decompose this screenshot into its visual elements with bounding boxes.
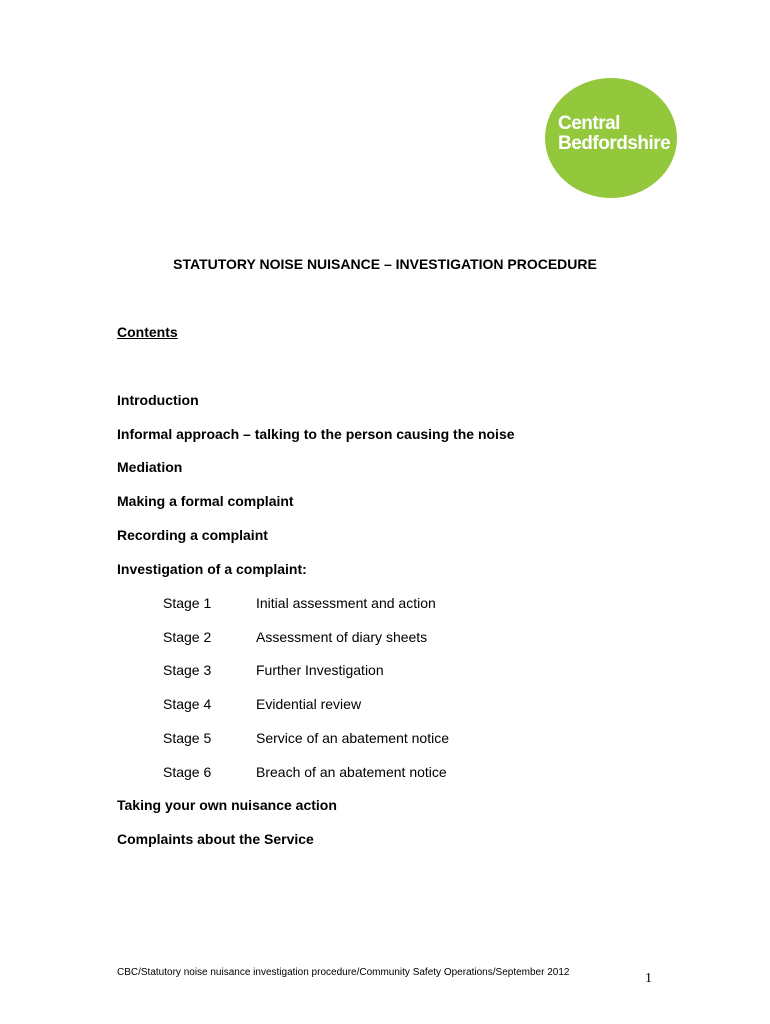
stage-label: Stage 5 bbox=[163, 730, 212, 746]
toc-item-complaints-service: Complaints about the Service bbox=[117, 831, 314, 847]
stage-row bbox=[163, 764, 447, 780]
stage-title: Assessment of diary sheets bbox=[256, 629, 428, 645]
stage-label: Stage 4 bbox=[163, 696, 212, 712]
stage-title: Service of an abatement notice bbox=[256, 730, 450, 746]
stage-row bbox=[163, 696, 361, 712]
toc-item-mediation: Mediation bbox=[117, 459, 183, 475]
stage-row bbox=[163, 595, 436, 611]
contents-heading: Contents bbox=[117, 324, 178, 340]
document-title: STATUTORY NOISE NUISANCE – INVESTIGATION PROCEDURE bbox=[173, 256, 597, 272]
toc-item-recording-complaint: Recording a complaint bbox=[117, 527, 268, 543]
stage-row bbox=[163, 662, 384, 678]
stage-label: Stage 2 bbox=[163, 629, 212, 645]
stage-row bbox=[163, 730, 449, 746]
page-number: 1 bbox=[645, 971, 652, 986]
logo-text-line-1: Central bbox=[558, 113, 620, 134]
logo-text-line-2: Bedfordshire bbox=[558, 133, 671, 154]
stage-title: Evidential review bbox=[256, 696, 362, 712]
stage-label: Stage 3 bbox=[163, 662, 212, 678]
stage-title: Breach of an abatement notice bbox=[256, 764, 447, 780]
toc-item-investigation: Investigation of a complaint: bbox=[117, 561, 307, 577]
stage-label: Stage 1 bbox=[163, 595, 212, 611]
stage-row bbox=[163, 629, 427, 645]
stage-title: Further Investigation bbox=[256, 662, 384, 678]
toc-item-introduction: Introduction bbox=[117, 392, 199, 408]
stage-label: Stage 6 bbox=[163, 764, 212, 780]
central-bedfordshire-logo bbox=[545, 78, 677, 198]
stage-title: Initial assessment and action bbox=[256, 595, 436, 611]
toc-item-informal-approach: Informal approach – talking to the person causing the noise bbox=[117, 426, 515, 442]
page-footer: CBC/Statutory noise nuisance investigation procedure/Community Safety Operations/September 2012 bbox=[117, 967, 570, 978]
toc-item-making-formal-complaint: Making a formal complaint bbox=[117, 493, 294, 509]
toc-item-own-nuisance-action: Taking your own nuisance action bbox=[117, 797, 337, 813]
